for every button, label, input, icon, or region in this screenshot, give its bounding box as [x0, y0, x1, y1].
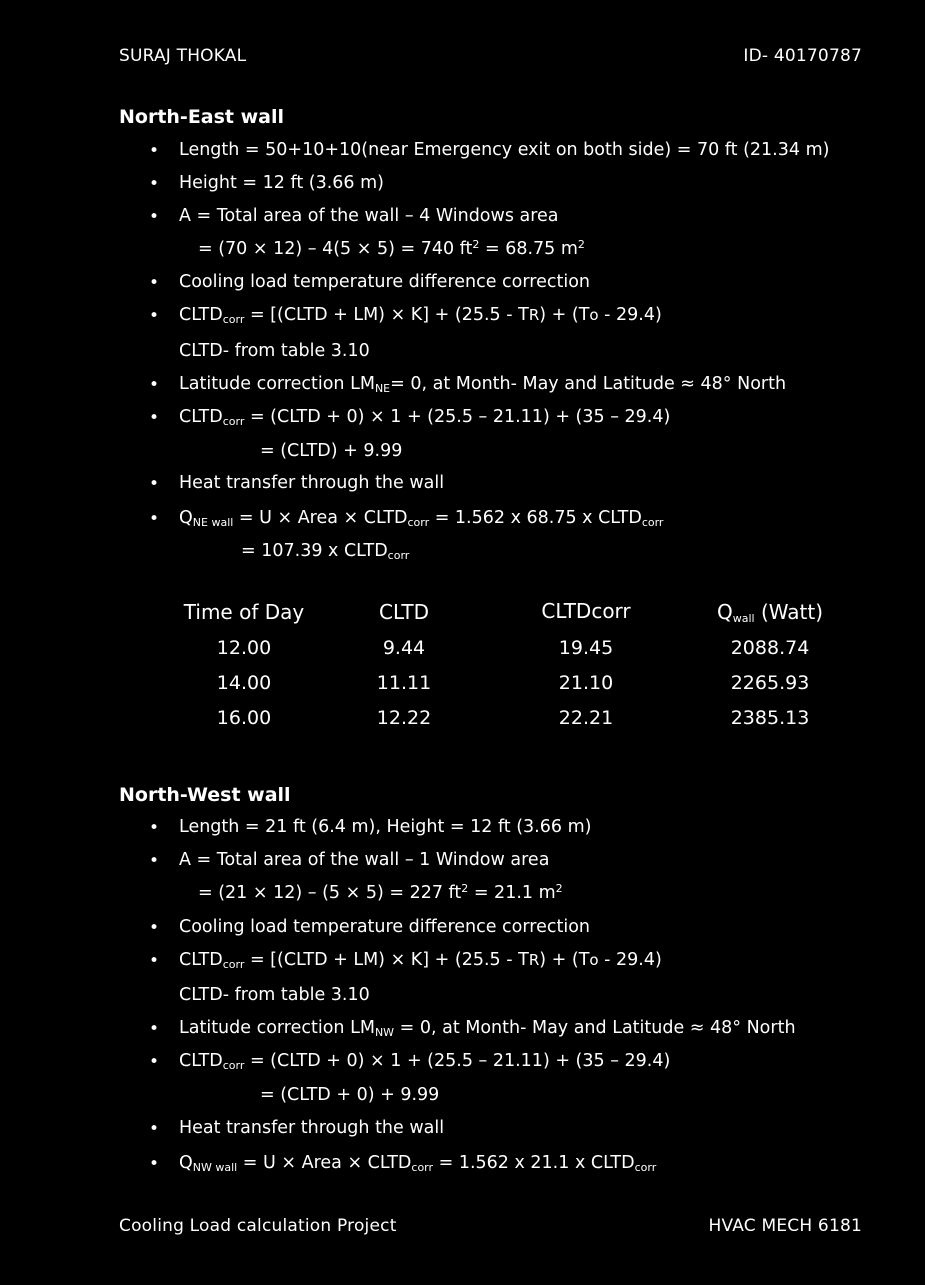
formula-part: Latitude correction LM — [179, 374, 375, 394]
subscript: corr — [407, 516, 430, 529]
formula-part: = (CLTD + 0) × 1 + (25.5 – 21.11) + (35 – 29.4) — [244, 407, 671, 427]
formula-part: = 0, at Month- May and Latitude ≈ 48° North — [394, 1018, 796, 1038]
bullet: • — [149, 474, 160, 494]
nw-cltd-calc — [179, 1051, 670, 1071]
bullet: • — [149, 951, 160, 971]
table-cell: 21.10 — [558, 672, 614, 694]
ne-heat-transfer: Heat transfer through the wall — [179, 473, 445, 493]
cltd-text: CLTD — [179, 950, 223, 970]
nw-q-formula — [179, 1153, 656, 1173]
header-cltd: CLTD — [379, 600, 429, 624]
bullet: • — [149, 1119, 160, 1139]
bullet: • — [149, 1052, 160, 1072]
table-cell: 14.00 — [216, 672, 272, 694]
superscript: 2 — [577, 238, 585, 251]
formula-part: = 1.562 x 68.75 x CLTD — [429, 508, 642, 528]
formula-part: = [(CLTD + LM) × K] + (25.5 - T — [244, 305, 529, 325]
nw-area-calculation — [198, 883, 563, 903]
formula-part: = 0, at Month- May and Latitude ≈ 48° North — [390, 374, 787, 394]
formula-part: - 29.4) — [598, 950, 662, 970]
header-qwall — [717, 600, 823, 624]
table-cell: 16.00 — [216, 707, 272, 729]
subscript: corr — [222, 958, 245, 971]
subscript: corr — [222, 415, 245, 428]
nw-cltd-formula — [179, 950, 662, 970]
formula-part: ) + (T — [539, 305, 590, 325]
ne-latitude-correction — [179, 374, 786, 394]
table-cell: 22.21 — [558, 707, 614, 729]
formula-part: = U × Area × CLTD — [233, 508, 408, 528]
subscript: corr — [222, 1059, 245, 1072]
nw-cltd-result: = (CLTD + 0) + 9.99 — [260, 1085, 440, 1105]
nw-cltd-source: CLTD- from table 3.10 — [179, 985, 370, 1005]
subscript: NE wall — [192, 516, 234, 529]
ne-area-ft: = (70 × 12) – 4(5 × 5) = 740 ft — [198, 239, 473, 259]
bullet: • — [149, 1154, 160, 1174]
formula-part: o — [589, 306, 599, 324]
subscript: corr — [634, 1161, 657, 1174]
table-cell: 2088.74 — [730, 637, 810, 659]
student-id: ID- 40170787 — [743, 46, 862, 66]
table-cell: 2265.93 — [730, 672, 810, 694]
subscript: corr — [411, 1161, 434, 1174]
table-cell: 12.00 — [216, 637, 272, 659]
footer-project: Cooling Load calculation Project — [119, 1216, 397, 1236]
subscript: NE — [374, 382, 391, 395]
ne-cltd-result: = (CLTD) + 9.99 — [260, 441, 403, 461]
cltd-text: CLTD — [179, 407, 223, 427]
ne-area-m: = 68.75 m — [479, 239, 578, 259]
bullet: • — [149, 141, 160, 161]
bullet: • — [149, 509, 160, 529]
nw-cltd-title: Cooling load temperature difference correction — [179, 917, 590, 937]
formula-part: = [(CLTD + LM) × K] + (25.5 - T — [244, 950, 529, 970]
cltd-text: CLTD — [179, 305, 223, 325]
bullet: • — [149, 818, 160, 838]
nw-length-height: Length = 21 ft (6.4 m), Height = 12 ft (3.66 m) — [179, 817, 592, 837]
table-cell: 12.22 — [376, 707, 432, 729]
bullet: • — [149, 273, 160, 293]
author-name: SURAJ THOKAL — [119, 46, 247, 66]
bullet: • — [149, 174, 160, 194]
nw-area-m: = 21.1 m — [468, 883, 556, 903]
ne-cltd-formula — [179, 305, 662, 325]
formula-part: Q — [179, 508, 193, 528]
nw-section-title: North-West wall — [119, 784, 291, 806]
superscript: 2 — [461, 882, 469, 895]
bullet: • — [149, 1019, 160, 1039]
subscript: wall — [732, 612, 755, 625]
nw-area-ft: = (21 × 12) – (5 × 5) = 227 ft — [198, 883, 462, 903]
formula-part: Q — [179, 1153, 193, 1173]
formula-part: = 107.39 x CLTD — [241, 541, 388, 561]
header-time: Time of Day — [183, 600, 305, 624]
formula-part: Latitude correction LM — [179, 1018, 375, 1038]
header-part: (Watt) — [754, 600, 824, 624]
bullet: • — [149, 408, 160, 428]
table-cell: 2385.13 — [730, 707, 810, 729]
formula-part: - 29.4) — [598, 305, 662, 325]
ne-cltd-title: Cooling load temperature difference correction — [179, 272, 590, 292]
ne-cltd-calc — [179, 407, 670, 427]
superscript: 2 — [472, 238, 480, 251]
nw-latitude-correction — [179, 1018, 796, 1038]
cltd-text: CLTD — [179, 1051, 223, 1071]
formula-part: R — [528, 306, 540, 324]
formula-part: o — [589, 951, 599, 969]
header-part: Q — [716, 600, 733, 624]
header-cltdcorr: CLTDcorr — [541, 599, 631, 623]
bullet: • — [149, 918, 160, 938]
formula-part: ) + (T — [539, 950, 590, 970]
ne-height: Height = 12 ft (3.66 m) — [179, 173, 384, 193]
formula-part: = U × Area × CLTD — [237, 1153, 412, 1173]
ne-section-title: North-East wall — [119, 106, 285, 128]
footer-course: HVAC MECH 6181 — [708, 1216, 862, 1236]
ne-cltd-source: CLTD- from table 3.10 — [179, 341, 370, 361]
subscript: NW wall — [192, 1161, 238, 1174]
bullet: • — [149, 851, 160, 871]
ne-length: Length = 50+10+10(near Emergency exit on both side) = 70 ft (21.34 m) — [179, 140, 830, 160]
subscript: corr — [641, 516, 664, 529]
ne-area-calculation — [198, 239, 585, 259]
formula-part: = 1.562 x 21.1 x CLTD — [433, 1153, 635, 1173]
bullet: • — [149, 375, 160, 395]
table-cell: 19.45 — [558, 637, 614, 659]
superscript: 2 — [555, 882, 563, 895]
formula-part: = (CLTD + 0) × 1 + (25.5 – 21.11) + (35 – 29.4) — [244, 1051, 671, 1071]
table-cell: 9.44 — [382, 637, 426, 659]
ne-q-formula — [179, 508, 663, 528]
table-cell: 11.11 — [376, 672, 432, 694]
ne-q-result — [241, 541, 409, 561]
formula-part: R — [528, 951, 540, 969]
subscript: corr — [222, 313, 245, 326]
nw-area-definition: A = Total area of the wall – 1 Window area — [179, 850, 550, 870]
bullet: • — [149, 306, 160, 326]
subscript: corr — [387, 549, 410, 562]
bullet: • — [149, 207, 160, 227]
nw-heat-transfer: Heat transfer through the wall — [179, 1118, 445, 1138]
subscript: NW — [374, 1026, 395, 1039]
ne-area-definition: A = Total area of the wall – 4 Windows area — [179, 206, 559, 226]
